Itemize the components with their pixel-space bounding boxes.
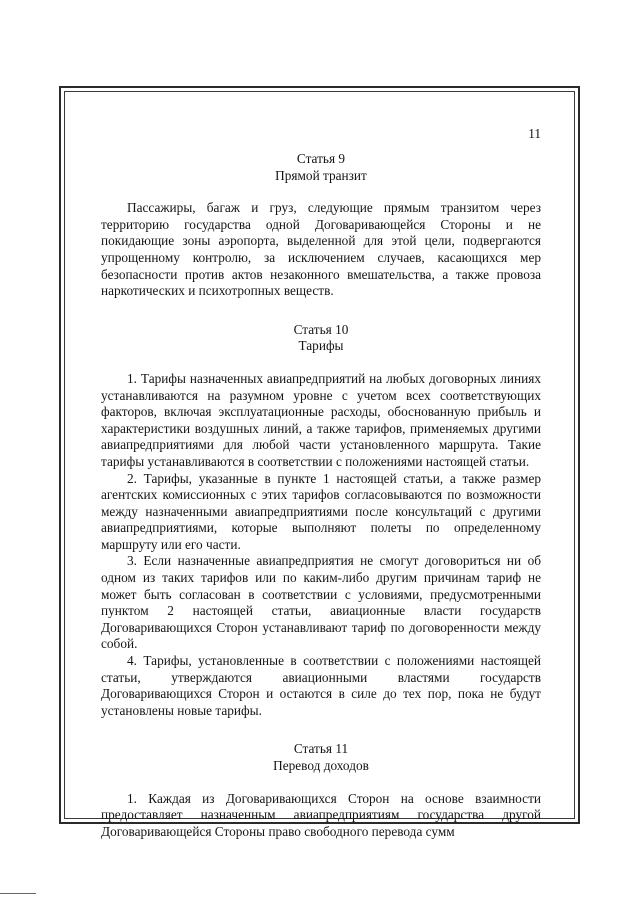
paragraph: Пассажиры, багаж и груз, следующие прямым транзитом через территорию государства одной Договаривающейся Стороны и не покидающие зоны аэропорта, выделенной для этой цели, подвергаются упрощенному контролю, за исключением случаев, касающихся мер безопасности против актов незаконного вмешательства, а также провоза наркотических и психотропных веществ.: [101, 200, 541, 299]
scan-edge-mark: [0, 893, 36, 894]
paragraph: 4. Тарифы, установленные в соответствии с положениями настоящей статьи, утверждаются авиационными властями государств Договаривающихся Сторон и остаются в силе до тех пор, пока не будут установлены новые тарифы.: [101, 653, 541, 718]
paragraph: 1. Тарифы назначенных авиапредприятий на любых договорных линиях устанавливаются на разумном уровне с учетом всех соответствующих факторов, включая эксплуатационные расходы, обоснованную прибыль и характеристики воздушных линий, а также тарифов, применяемых другими авиапредприятиями для любой части установленного маршрута. Такие тарифы устанавливаются в соответствии с положениями настоящей статьи.: [101, 370, 541, 469]
article-title: Прямой транзит: [275, 167, 367, 183]
article-heading: [101, 151, 541, 184]
paragraph: 3. Если назначенные авиапредприятия не смогут договориться ни об одном из таких тарифов или по каким-либо другим причинам тариф не может быть согласован в соответствии с условиями, предусмотренными пунктом 2 настоящей статьи, авиационные власти государств Договаривающихся Сторон устанавливают тариф по договоренности между собой.: [101, 553, 541, 652]
paragraph: 1. Каждая из Договаривающихся Сторон на основе взаимности предоставляет назначенным авиапредприятиям государства другой Договаривающейся Стороны право свободного перевода сумм: [101, 790, 541, 839]
article-title: Перевод доходов: [273, 758, 369, 773]
article-heading: [101, 741, 541, 774]
article-heading: [101, 322, 541, 355]
page-number: 11: [528, 126, 541, 141]
article-title: Тарифы: [298, 338, 344, 354]
paragraph: 2. Тарифы, указанные в пункте 1 настоящей статьи, а также размер агентских комиссионных с этих тарифов согласовываются по возможности между назначенными авиапредприятиями после консультаций с другими авиапредприятиями, которые выполняют полеты по определенному маршруту или его части.: [101, 470, 541, 552]
document-body: [101, 126, 541, 840]
article-9: [101, 151, 541, 300]
article-number: Статья 10: [293, 321, 349, 337]
article-number: Статья 9: [296, 151, 346, 166]
article-11: [101, 741, 541, 840]
article-10: [101, 322, 541, 720]
article-number: Статья 11: [293, 741, 349, 757]
